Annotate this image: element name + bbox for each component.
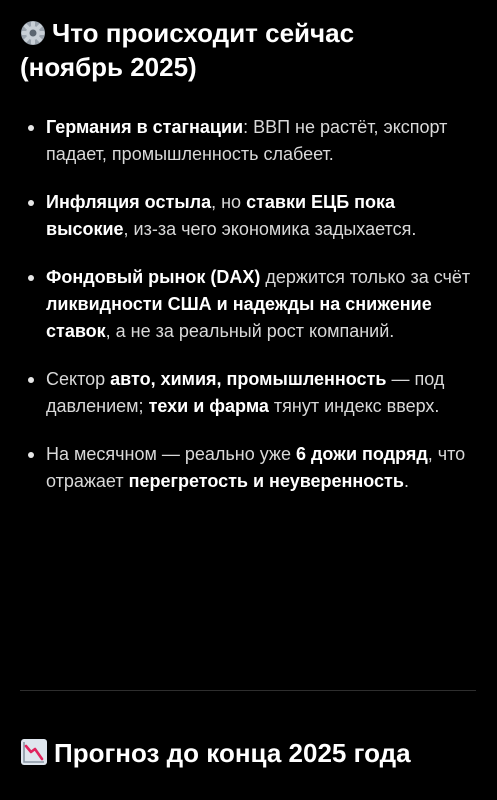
section-title-now: Что происходит сейчас xyxy=(52,18,355,48)
bullet-emphasis: 6 дожи подряд xyxy=(295,444,428,464)
list-item xyxy=(26,441,474,495)
list-item xyxy=(26,264,474,345)
bullet-run: тянут индекс вверх. xyxy=(268,396,440,416)
bullet-dot xyxy=(28,275,34,281)
bullet-dot xyxy=(28,377,34,383)
list-item xyxy=(26,366,474,420)
section-heading-forecast xyxy=(20,738,480,772)
bullet-emphasis: техи и фарма xyxy=(148,396,269,416)
bullet-text xyxy=(46,117,447,164)
bullet-text xyxy=(46,192,416,239)
bullet-text xyxy=(46,267,470,341)
section-heading-now xyxy=(20,18,480,82)
gear-icon xyxy=(20,20,46,52)
section-title-forecast: Прогноз до конца 2025 года xyxy=(54,738,411,768)
bullet-emphasis: авто, химия, промышленность xyxy=(110,369,387,389)
bullet-emphasis: ставки ЕЦБ пока высокие xyxy=(46,192,396,239)
bullet-list xyxy=(26,114,474,516)
list-item xyxy=(26,189,474,243)
bullet-run: . xyxy=(403,471,409,491)
bullet-run: : ВВП не растёт, экспорт падает, промышленность слабеет. xyxy=(46,117,448,164)
bullet-run: На месячном — реально уже xyxy=(46,444,296,464)
bullet-run: , из-за чего экономика задыхается. xyxy=(123,219,417,239)
bullet-dot xyxy=(28,452,34,458)
bullet-emphasis: ликвидности США и надежды на снижение ставок xyxy=(46,294,432,341)
section-divider xyxy=(20,690,476,691)
bullet-text xyxy=(46,444,465,491)
list-item xyxy=(26,114,474,168)
bullet-dot xyxy=(28,200,34,206)
bullet-emphasis: перегретость и неуверенность xyxy=(128,471,404,491)
bullet-run: , а не за реальный рост компаний. xyxy=(105,321,395,341)
bullet-text xyxy=(46,369,444,416)
bullet-emphasis: Инфляция остыла xyxy=(46,192,212,212)
bullet-run: , но xyxy=(211,192,247,212)
bullet-emphasis: Фондовый рынок (DAX) xyxy=(46,267,261,287)
bullet-emphasis: Германия в стагнации xyxy=(46,117,244,137)
chart-decreasing-icon xyxy=(20,738,48,772)
bullet-run: Сектор xyxy=(46,369,111,389)
section-subtitle-now: (ноябрь 2025) xyxy=(20,52,197,82)
bullet-run: — под давлением; xyxy=(46,369,445,416)
bullet-run: держится только за счёт xyxy=(260,267,471,287)
bullet-run: , что отражает xyxy=(46,444,466,491)
bullet-dot xyxy=(28,125,34,131)
